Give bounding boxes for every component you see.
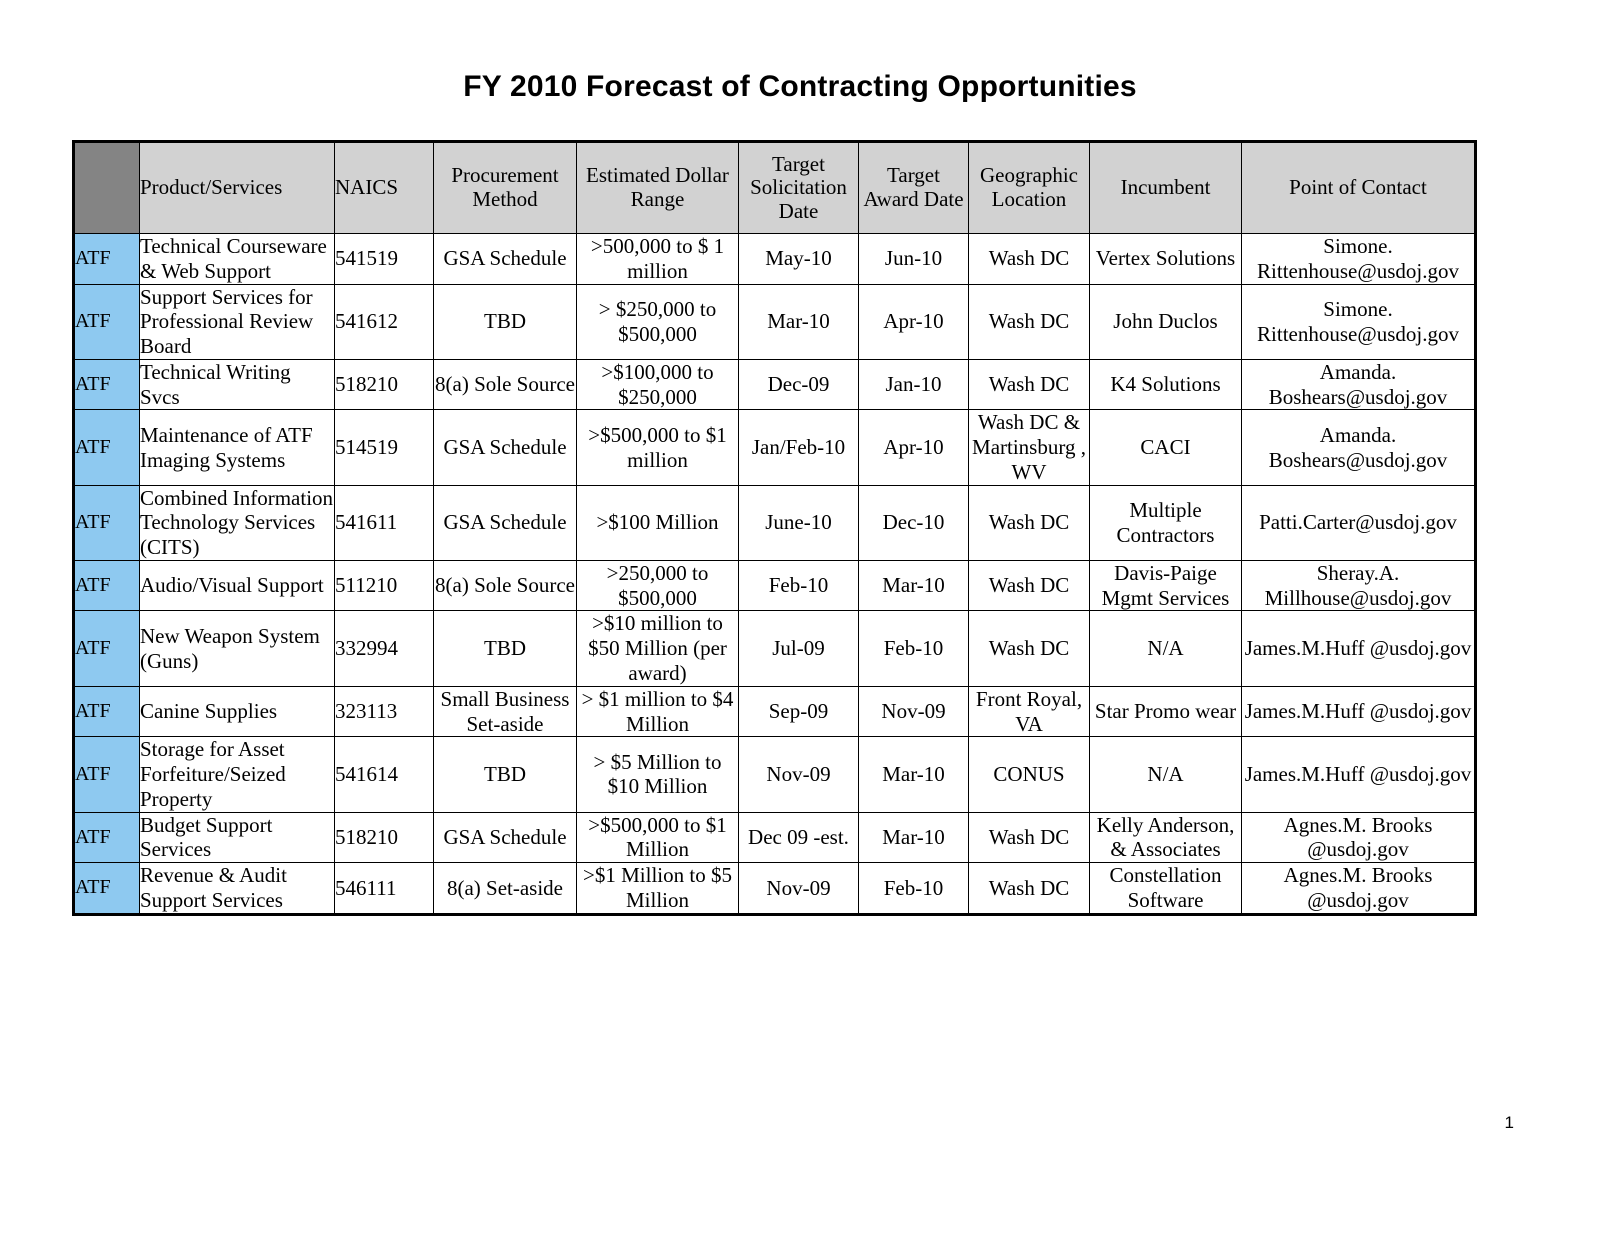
cell-point-of-contact: Agnes.M. Brooks @usdoj.gov <box>1242 812 1476 863</box>
cell-agency: ATF <box>74 485 140 560</box>
table-row <box>74 863 1476 915</box>
cell-geographic-location: Wash DC & Martinsburg , WV <box>969 410 1090 485</box>
cell-target-award-date: Apr-10 <box>859 284 969 359</box>
cell-target-solicitation-date: Nov-09 <box>739 863 859 915</box>
cell-target-award-date: Mar-10 <box>859 560 969 611</box>
cell-agency: ATF <box>74 560 140 611</box>
cell-incumbent: Vertex Solutions <box>1090 234 1242 285</box>
column-header-product-services: Product/Services <box>140 142 335 234</box>
table-row <box>74 560 1476 611</box>
cell-estimated-dollar-range: >$1 Million to $5 Million <box>577 863 739 915</box>
forecast-table <box>72 140 1477 916</box>
cell-naics: 541612 <box>335 284 434 359</box>
cell-incumbent: Kelly Anderson, & Associates <box>1090 812 1242 863</box>
column-header-estimated-dollar-range: Estimated Dollar Range <box>577 142 739 234</box>
cell-target-award-date: Mar-10 <box>859 812 969 863</box>
cell-target-award-date: Feb-10 <box>859 611 969 686</box>
cell-point-of-contact: Sheray.A. Millhouse@usdoj.gov <box>1242 560 1476 611</box>
cell-target-solicitation-date: Dec-09 <box>739 359 859 410</box>
cell-target-solicitation-date: Feb-10 <box>739 560 859 611</box>
cell-target-award-date: Dec-10 <box>859 485 969 560</box>
cell-target-solicitation-date: Dec 09 -est. <box>739 812 859 863</box>
cell-agency: ATF <box>74 686 140 737</box>
cell-product-services: Revenue & Audit Support Services <box>140 863 335 915</box>
column-header-incumbent: Incumbent <box>1090 142 1242 234</box>
cell-geographic-location: Wash DC <box>969 284 1090 359</box>
cell-geographic-location: CONUS <box>969 737 1090 812</box>
table-row <box>74 812 1476 863</box>
cell-estimated-dollar-range: > $1 million to $4 Million <box>577 686 739 737</box>
cell-agency: ATF <box>74 611 140 686</box>
cell-procurement-method: 8(a) Sole Source <box>434 359 577 410</box>
cell-product-services: Canine Supplies <box>140 686 335 737</box>
cell-procurement-method: GSA Schedule <box>434 812 577 863</box>
cell-product-services: Budget Support Services <box>140 812 335 863</box>
cell-geographic-location: Wash DC <box>969 485 1090 560</box>
cell-geographic-location: Wash DC <box>969 560 1090 611</box>
table-header <box>74 142 1476 234</box>
cell-naics: 511210 <box>335 560 434 611</box>
cell-procurement-method: TBD <box>434 737 577 812</box>
cell-estimated-dollar-range: >500,000 to $ 1 million <box>577 234 739 285</box>
table-row <box>74 686 1476 737</box>
cell-geographic-location: Wash DC <box>969 863 1090 915</box>
page-title: FY 2010 Forecast of Contracting Opportunities <box>463 70 1137 103</box>
cell-estimated-dollar-range: >$10 million to $50 Million (per award) <box>577 611 739 686</box>
cell-target-award-date: Jan-10 <box>859 359 969 410</box>
column-header-geographic-location: Geographic Location <box>969 142 1090 234</box>
cell-product-services: Support Services for Professional Review Board <box>140 284 335 359</box>
cell-point-of-contact: James.M.Huff @usdoj.gov <box>1242 611 1476 686</box>
cell-agency: ATF <box>74 359 140 410</box>
cell-incumbent: Star Promo wear <box>1090 686 1242 737</box>
cell-geographic-location: Wash DC <box>969 611 1090 686</box>
cell-agency: ATF <box>74 284 140 359</box>
cell-incumbent: Multiple Contractors <box>1090 485 1242 560</box>
cell-procurement-method: TBD <box>434 611 577 686</box>
cell-naics: 518210 <box>335 359 434 410</box>
cell-agency: ATF <box>74 863 140 915</box>
cell-point-of-contact: James.M.Huff @usdoj.gov <box>1242 686 1476 737</box>
cell-incumbent: CACI <box>1090 410 1242 485</box>
cell-agency: ATF <box>74 410 140 485</box>
cell-procurement-method: 8(a) Sole Source <box>434 560 577 611</box>
cell-target-solicitation-date: Mar-10 <box>739 284 859 359</box>
cell-target-solicitation-date: May-10 <box>739 234 859 285</box>
cell-estimated-dollar-range: >$100,000 to $250,000 <box>577 359 739 410</box>
cell-geographic-location: Wash DC <box>969 812 1090 863</box>
cell-point-of-contact: Simone. Rittenhouse@usdoj.gov <box>1242 284 1476 359</box>
cell-product-services: Technical Writing Svcs <box>140 359 335 410</box>
column-header-procurement-method: Procurement Method <box>434 142 577 234</box>
cell-product-services: Maintenance of ATF Imaging Systems <box>140 410 335 485</box>
cell-target-award-date: Nov-09 <box>859 686 969 737</box>
cell-product-services: Combined Information Technology Services (CITS) <box>140 485 334 560</box>
cell-point-of-contact: Amanda. Boshears@usdoj.gov <box>1242 359 1476 410</box>
cell-procurement-method: GSA Schedule <box>434 234 577 285</box>
cell-target-solicitation-date: Sep-09 <box>739 686 859 737</box>
cell-target-award-date: Apr-10 <box>859 410 969 485</box>
table-row <box>74 234 1476 285</box>
cell-naics: 546111 <box>335 863 434 915</box>
cell-naics: 541611 <box>335 485 434 560</box>
cell-agency: ATF <box>74 812 140 863</box>
cell-estimated-dollar-range: >$500,000 to $1 million <box>577 410 739 485</box>
cell-incumbent: Davis-Paige Mgmt Services <box>1090 560 1242 611</box>
table-row <box>74 611 1476 686</box>
cell-target-award-date: Jun-10 <box>859 234 969 285</box>
cell-procurement-method: TBD <box>434 284 577 359</box>
column-header-point-of-contact: Point of Contact <box>1242 142 1476 234</box>
cell-agency: ATF <box>74 234 140 285</box>
table-row <box>74 410 1476 485</box>
table-row <box>74 359 1476 410</box>
cell-naics: 541519 <box>335 234 434 285</box>
cell-point-of-contact: Patti.Carter@usdoj.gov <box>1242 485 1476 560</box>
cell-procurement-method: GSA Schedule <box>434 485 577 560</box>
cell-target-solicitation-date: Jan/Feb-10 <box>739 410 859 485</box>
cell-point-of-contact: Simone. Rittenhouse@usdoj.gov <box>1242 234 1476 285</box>
cell-point-of-contact: James.M.Huff @usdoj.gov <box>1242 737 1476 812</box>
header-row <box>74 142 1476 234</box>
cell-point-of-contact: Agnes.M. Brooks @usdoj.gov <box>1242 863 1476 915</box>
cell-naics: 332994 <box>335 611 434 686</box>
cell-incumbent: Constellation Software <box>1090 863 1242 915</box>
column-header-agency <box>74 142 140 234</box>
cell-target-award-date: Feb-10 <box>859 863 969 915</box>
cell-estimated-dollar-range: > $5 Million to $10 Million <box>577 737 739 812</box>
column-header-target-solicitation-date: Target Solicitation Date <box>739 142 859 234</box>
cell-geographic-location: Front Royal, VA <box>969 686 1090 737</box>
cell-estimated-dollar-range: >$500,000 to $1 Million <box>577 812 739 863</box>
table-row <box>74 485 1476 560</box>
table-body <box>74 234 1476 915</box>
cell-target-solicitation-date: June-10 <box>739 485 859 560</box>
cell-product-services: New Weapon System (Guns) <box>140 611 335 686</box>
table-row <box>74 737 1476 812</box>
cell-naics: 518210 <box>335 812 434 863</box>
column-header-naics: NAICS <box>335 142 434 234</box>
cell-product-services: Technical Courseware & Web Support <box>140 234 335 285</box>
cell-incumbent: K4 Solutions <box>1090 359 1242 410</box>
cell-target-solicitation-date: Nov-09 <box>739 737 859 812</box>
cell-incumbent: N/A <box>1090 737 1242 812</box>
table-row <box>74 284 1476 359</box>
cell-product-services: Storage for Asset Forfeiture/Seized Property <box>140 737 335 812</box>
page-number: 1 <box>1504 1113 1514 1132</box>
cell-naics: 514519 <box>335 410 434 485</box>
cell-incumbent: N/A <box>1090 611 1242 686</box>
cell-procurement-method: GSA Schedule <box>434 410 577 485</box>
cell-incumbent: John Duclos <box>1090 284 1242 359</box>
cell-estimated-dollar-range: >250,000 to $500,000 <box>577 560 739 611</box>
cell-target-solicitation-date: Jul-09 <box>739 611 859 686</box>
cell-point-of-contact: Amanda. Boshears@usdoj.gov <box>1242 410 1476 485</box>
cell-estimated-dollar-range: > $250,000 to $500,000 <box>577 284 739 359</box>
cell-naics: 323113 <box>335 686 434 737</box>
column-header-target-award-date: Target Award Date <box>859 142 969 234</box>
cell-procurement-method: Small Business Set-aside <box>434 686 577 737</box>
cell-procurement-method: 8(a) Set-aside <box>434 863 577 915</box>
cell-agency: ATF <box>74 737 140 812</box>
cell-naics: 541614 <box>335 737 434 812</box>
cell-geographic-location: Wash DC <box>969 234 1090 285</box>
cell-product-services: Audio/Visual Support <box>140 560 335 611</box>
cell-target-award-date: Mar-10 <box>859 737 969 812</box>
cell-geographic-location: Wash DC <box>969 359 1090 410</box>
cell-estimated-dollar-range: >$100 Million <box>577 485 739 560</box>
